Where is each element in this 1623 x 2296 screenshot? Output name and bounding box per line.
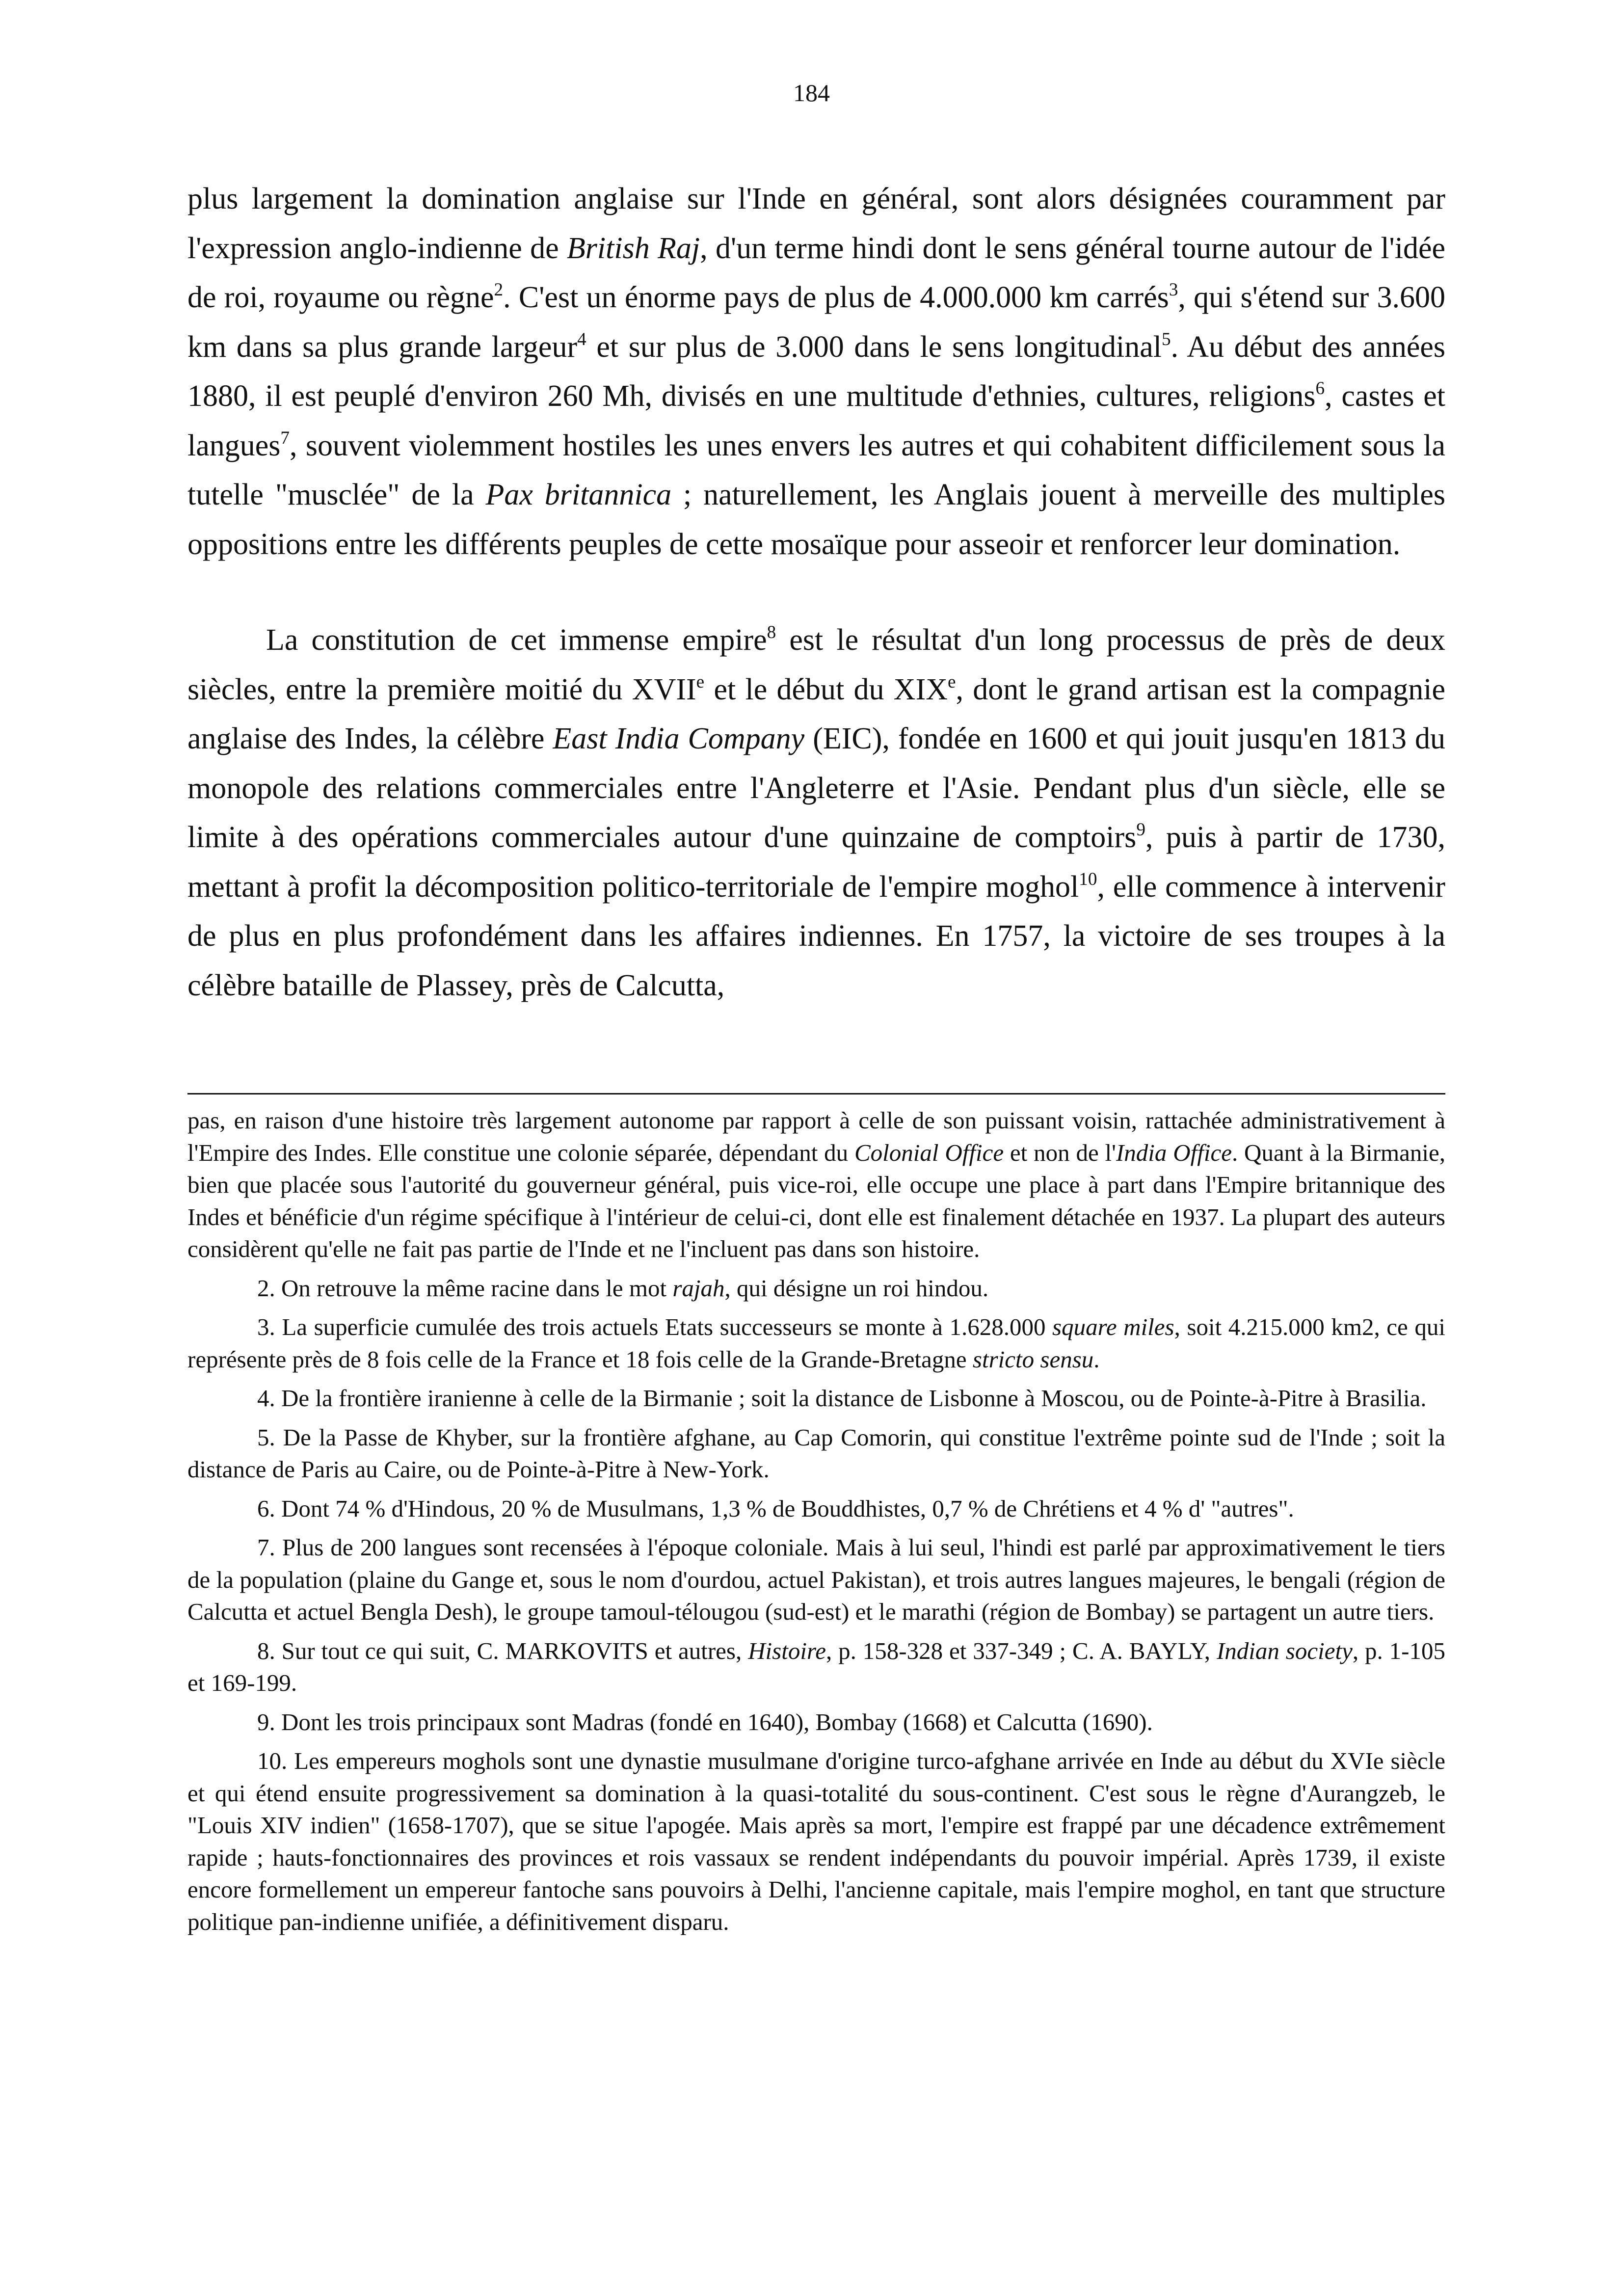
footnote-8: 8. Sur tout ce qui suit, C. MARKOVITS et autres, Histoire, p. 158-328 et 337-349 ; C. A. BAYLY, Indian society, p. 1-105 et 169-199. <box>187 1637 1446 1696</box>
century-suffix: e <box>696 671 705 692</box>
footnote-9: 9. Dont les trois principaux sont Madras (fondé en 1640), Bombay (1668) et Calcutta (1690). <box>257 1708 1153 1735</box>
paragraph-1: plus largement la domination anglaise sur l'Inde en général, sont alors désignées couramment par l'expression anglo-indienne de British Raj, d'un terme hindi dont le sens général tourne autour de l'idée de roi, royaume ou règne$^2$. C'est un énorme pays de plus de 4.000.000 km carrés$^3$, qui s'étend sur 3.600 km dans sa plus grande largeur$^4$ et sur plus de 3.000 dans le sens longitudinal$^5$. Au début des années 1880, il est peuplé d'environ 260 Mh, divisés en une multitude d'ethnies, cultures, religions$^6$, castes et langues$^7$, souvent violemment hostiles les unes envers les autres et qui cohabitent difficilement sous la tutelle "musclée" de la Pax britannica ; naturellement, les Anglais jouent à merveille des multiples oppositions entre les différents peuples de cette mosaïque pour asseoir et renforcer leur domination. <box>187 182 1446 561</box>
footnote-ref: 8 <box>767 622 776 642</box>
footnote-4: 4. De la frontière iranienne à celle de la Birmanie ; soit la distance de Lisbonne à Moscou, ou de Pointe-à-Pitre à Brasilia. <box>257 1385 1427 1412</box>
term-east-india-company: East India Company <box>553 722 805 755</box>
footnote-ref: 6 <box>1315 378 1325 399</box>
footnote-ref: 2 <box>494 279 504 300</box>
footnote-3: 3. La superficie cumulée des trois actuels Etats successeurs se monte à 1.628.000 square miles, soit 4.215.000 km2, ce qui représente près de 8 fois celle de la France et 18 fois celle de la Grande-Bretagne stricto sensu. <box>187 1313 1445 1373</box>
footnotes <box>187 1104 1445 1945</box>
main-text <box>187 174 1445 1010</box>
century-suffix: e <box>948 671 956 692</box>
footnote-separator <box>187 1093 1445 1095</box>
footnote-6: 6. Dont 74 % d'Hindous, 20 % de Musulmans, 1,3 % de Bouddhistes, 0,7 % de Chrétiens et 4 % d' "autres". <box>257 1495 1294 1522</box>
page-number: 184 <box>793 79 830 107</box>
footnote-ref: 9 <box>1136 819 1145 840</box>
footnote-10: 10. Les empereurs moghols sont une dynastie musulmane d'origine turco-afghane arrivée en Inde au début du XVIe siècle et qui étend ensuite progressivement sa domination à la quasi-totalité du sous-continent. C'est sous le règne d'Aurangzeb, le "Louis XIV indien" (1658-1707), que se situe l'apogée. Mais après sa mort, l'empire est frappé par une décadence extrêmement rapide ; hauts-fonctionnaires des provinces et rois vassaux se rendent indépendants du pouvoir impérial. Après 1739, il existe encore formellement un empereur fantoche sans pouvoirs à Delhi, l'ancienne capitale, mais l'empire moghol, en tant que structure politique pan-indienne unifiée, a définitivement disparu. <box>187 1747 1445 1935</box>
paragraph-2: La constitution de cet immense empire$^8$ est le résultat d'un long processus de près de deux siècles, entre la première moitié du XVIIe et le début du XIXe, dont le grand artisan est la compagnie anglaise des Indes, la célèbre East India Company (EIC), fondée en 1600 et qui jouit jusqu'en 1813 du monopole des relations commerciales entre l'Angleterre et l'Asie. Pendant plus d'un siècle, elle se limite à des opérations commerciales autour d'une quinzaine de comptoirs$^9$, puis à partir de 1730, mettant à profit la décomposition politico-territoriale de l'empire moghol$^{10}$, elle commence à intervenir de plus en plus profondément dans les affaires indiennes. En 1757, la victoire de ses troupes à la célèbre bataille de Plassey, près de Calcutta, <box>187 622 1445 1002</box>
footnote-7: 7. Plus de 200 langues sont recensées à l'époque coloniale. Mais à lui seul, l'hindi est parlé par approximativement le tiers de la population (plaine du Gange et, sous le nom d'ourdou, actuel Pakistan), et trois autres langues majeures, le bengali (région de Calcutta et actuel Bengla Desh), le groupe tamoul-télougou (sud-est) et le marathi (région de Bombay) se partagent un autre tiers. <box>187 1534 1445 1625</box>
footnote-ref: 4 <box>577 329 586 349</box>
term-british-raj: British Raj <box>566 231 700 265</box>
footnote-ref: 3 <box>1169 279 1178 300</box>
footnote-ref: 10 <box>1079 869 1097 889</box>
footnote-ref: 5 <box>1162 329 1171 349</box>
footnote-5: 5. De la Passe de Khyber, sur la frontière afghane, au Cap Comorin, qui constitue l'extrême pointe sud de l'Inde ; soit la distance de Paris au Caire, ou de Pointe-à-Pitre à New-York. <box>187 1423 1445 1483</box>
footnote-1-continued: pas, en raison d'une histoire très largement autonome par rapport à celle de son puissant voisin, rattachée administrativement à l'Empire des Indes. Elle constitue une colonie séparée, dépendant du Colonial Office et non de l'India Office. Quant à la Birmanie, bien que placée sous l'autorité du gouverneur général, puis vice-roi, elle occupe une place à part dans l'Empire britannique des Indes et bénéficie d'un régime spécifique à l'intérieur de celui-ci, dont elle est finalement détachée en 1937. La plupart des auteurs considèrent qu'elle ne fait pas partie de l'Inde et ne l'incluent pas dans son histoire. <box>187 1107 1446 1262</box>
footnote-ref: 7 <box>280 427 290 448</box>
term-pax-britannica: Pax britannica <box>485 478 672 511</box>
footnote-2: 2. On retrouve la même racine dans le mot rajah, qui désigne un roi hindou. <box>257 1274 989 1302</box>
